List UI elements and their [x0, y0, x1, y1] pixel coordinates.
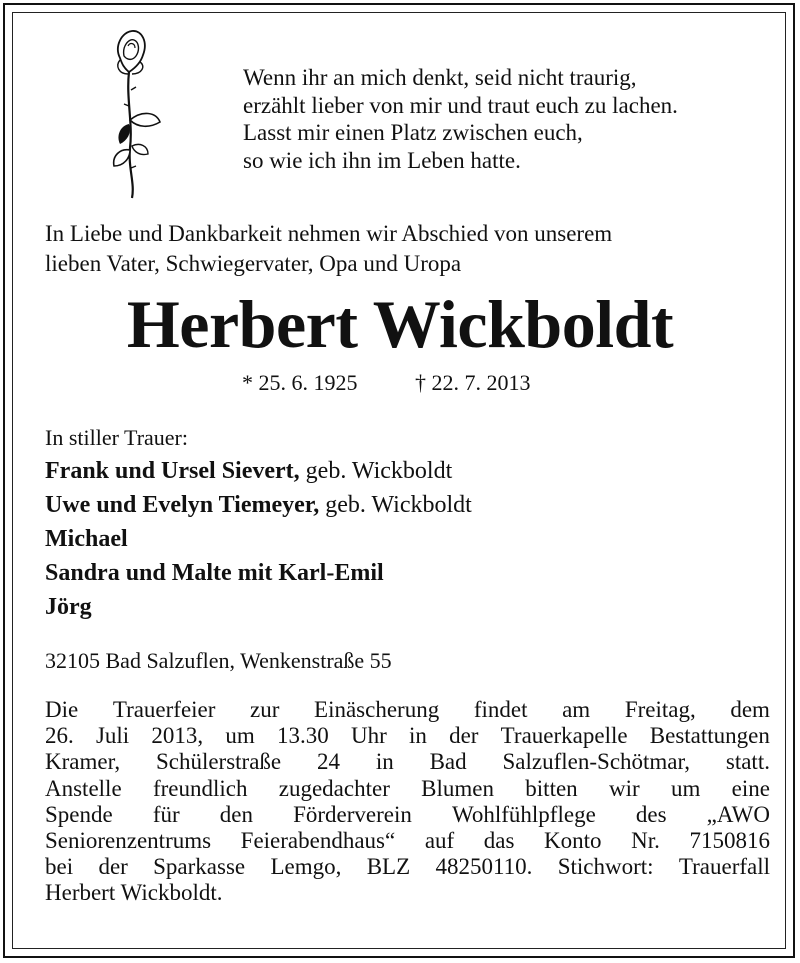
notice-word: Förderverein [293, 801, 412, 827]
notice-word: Wohlfühlpflege [452, 801, 596, 827]
notice-word: Bad [429, 749, 467, 775]
notice-word: Sparkasse [153, 854, 246, 880]
notice-word: Schülerstraße [155, 749, 282, 775]
death-date: † 22. 7. 2013 [415, 370, 531, 395]
notice-word: Juli [95, 723, 130, 749]
deceased-name: Herbert Wickboldt [126, 286, 674, 362]
poem-line: so wie ich ihn im Leben hatte. [243, 147, 521, 173]
notice-word: Uhr [350, 723, 387, 749]
poem-line: Lasst mir einen Platz zwischen euch, [243, 120, 583, 145]
notice-word: Einäscherung [314, 697, 440, 722]
notice-word: Blumen [421, 775, 494, 801]
notice-word: statt. [725, 749, 770, 775]
notice-word: bei [45, 854, 74, 880]
notice-word: 7150816 [689, 828, 770, 854]
notice-word: wir [608, 775, 640, 801]
notice-word: bitten [525, 775, 578, 801]
notice-word: am [562, 697, 591, 722]
mourner-note: geb. Wickboldt [299, 458, 453, 484]
notice-word: findet [473, 697, 528, 722]
poem-line: erzählt lieber von mir und traut euch zu lachen. [243, 92, 678, 118]
notice-word: Lemgo, [270, 854, 342, 880]
notice-line [45, 776, 770, 802]
notice-word: das [483, 828, 515, 854]
rose-icon [102, 28, 162, 200]
notice-word: um [670, 775, 701, 801]
mourner-entry [45, 522, 472, 556]
notice-word: in [375, 749, 394, 775]
mourners-label: In stiller Trauer: [45, 425, 188, 450]
notice-word: Konto [544, 828, 602, 854]
notice-word: „AWO [706, 801, 770, 827]
notice-word: dem [730, 697, 770, 722]
notice-line [45, 697, 770, 723]
notice-word: Trauerkapelle [500, 723, 628, 749]
notice-word: Spende [45, 801, 113, 827]
mourners-list [45, 454, 472, 624]
notice-word: des [635, 801, 667, 827]
notice-word: 48250110. [435, 854, 533, 880]
intro-line: In Liebe und Dankbarkeit nehmen wir Abschied von unserem [45, 221, 613, 246]
notice-word: der [98, 854, 128, 880]
mourner-names: Jörg [45, 594, 92, 620]
mourner-entry [45, 590, 472, 624]
notice-word: 26. [45, 723, 74, 749]
notice-word: Trauerfeier [112, 697, 216, 722]
intro-text [45, 219, 612, 279]
mourner-note: geb. Wickboldt [319, 492, 472, 518]
notice-word: zugedachter [278, 775, 390, 801]
notice-line [45, 723, 770, 749]
notice-word: 13.30 [277, 723, 329, 749]
notice-line: Herbert Wickboldt. [45, 880, 223, 906]
notice-line [45, 749, 770, 775]
intro-line: lieben Vater, Schwiegervater, Opa und Uropa [45, 251, 462, 276]
notice-word: den [219, 801, 253, 827]
mourner-entry [45, 454, 472, 488]
notice-word: freundlich [152, 775, 248, 801]
poem-line: Wenn ihr an mich denkt, seid nicht traurig, [243, 65, 637, 90]
address: 32105 Bad Salzuflen, Wenkenstraße 55 [45, 648, 392, 673]
notice-word: Anstelle [45, 775, 122, 801]
mourner-entry [45, 488, 472, 522]
notice-word: 24 [316, 749, 340, 775]
notice-word: Nr. [631, 828, 660, 854]
funeral-notice [45, 697, 770, 907]
notice-word: Bestattungen [649, 723, 770, 749]
notice-word: Feierabendhaus“ [240, 828, 396, 854]
notice-word: auf [424, 828, 455, 854]
notice-word: Trauerfall [678, 854, 770, 880]
notice-word: Salzuflen-Schötmar, [502, 749, 691, 775]
poem [243, 64, 678, 174]
notice-word: zur [250, 697, 280, 722]
mourner-names: Frank und Ursel Sievert, [45, 458, 300, 484]
notice-line [45, 802, 770, 828]
notice-word: BLZ [366, 854, 411, 880]
notice-word: Kramer, [45, 749, 121, 775]
birth-date: * 25. 6. 1925 [242, 370, 358, 395]
notice-line [45, 854, 770, 880]
notice-word: Die [45, 697, 79, 722]
notice-word: der [449, 723, 479, 749]
notice-word: eine [731, 775, 770, 801]
mourner-names: Sandra und Malte mit Karl-Emil [45, 560, 384, 586]
notice-line [45, 828, 770, 854]
notice-word: Seniorenzentrums [45, 828, 212, 854]
mourner-names: Uwe und Evelyn Tiemeyer, [45, 492, 320, 518]
notice-word: für [152, 801, 180, 827]
mourner-entry [45, 556, 472, 590]
notice-word: 2013, [151, 723, 204, 749]
notice-word: Freitag, [624, 697, 696, 722]
notice-word: Stichwort: [557, 854, 654, 880]
mourner-names: Michael [45, 526, 128, 552]
notice-word: um [225, 723, 255, 749]
notice-word: in [408, 723, 427, 749]
